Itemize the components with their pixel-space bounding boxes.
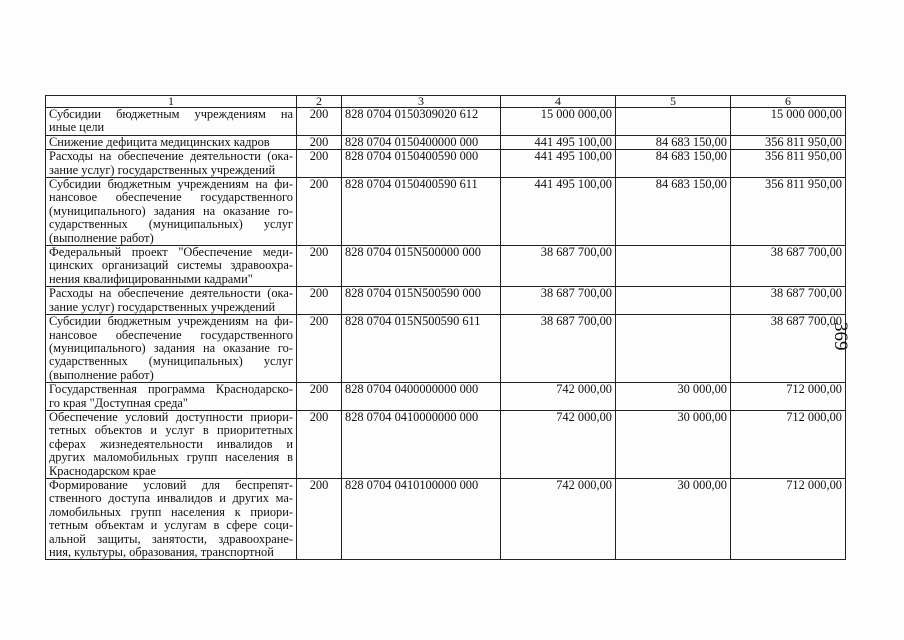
amount-col6: 712 000,00 <box>731 383 846 411</box>
classification-code: 828 0704 0410100000 000 <box>342 478 501 559</box>
item-name-line: сударственных (муниципальных) услуг <box>49 354 293 369</box>
amount-col6: 38 687 700,00 <box>731 246 846 287</box>
admin-code: 200 <box>297 410 342 478</box>
table-row <box>46 135 846 149</box>
amount-col6: 356 811 950,00 <box>731 150 846 178</box>
column-number: 1 <box>46 96 297 108</box>
item-name <box>46 315 297 383</box>
amount-col6: 38 687 700,00 <box>731 287 846 315</box>
table-row <box>46 478 846 559</box>
amount-col4: 38 687 700,00 <box>501 246 616 287</box>
item-name-line: тетных объектов и услуг в приоритетных <box>49 423 293 438</box>
item-name-line: Государственная программа Краснодарско- <box>49 382 293 397</box>
admin-code: 200 <box>297 315 342 383</box>
amount-col6: 38 687 700,00 <box>731 315 846 383</box>
item-name-line: Расходы на обеспечение деятельности (ока- <box>49 149 293 164</box>
amount-col5 <box>616 287 731 315</box>
table-row <box>46 287 846 315</box>
page-number: 369 <box>830 322 851 351</box>
item-name <box>46 410 297 478</box>
amount-col4: 441 495 100,00 <box>501 135 616 149</box>
admin-code: 200 <box>297 135 342 149</box>
item-name-line: Субсидии бюджетным учреждениям на <box>49 107 293 121</box>
item-name-line: нансовое обеспечение государственного <box>49 327 293 342</box>
amount-col4: 15 000 000,00 <box>501 108 616 136</box>
item-name-line: Субсидии бюджетным учреждениям на фи- <box>49 177 293 192</box>
item-name-line: нения квалифицированными кадрами" <box>49 271 253 286</box>
amount-col5 <box>616 108 731 136</box>
item-name-line: альной защиты, занятости, здравоохране- <box>49 531 293 546</box>
item-name-line: Субсидии бюджетным учреждениям на фи- <box>49 314 293 329</box>
amount-col5: 84 683 150,00 <box>616 135 731 149</box>
item-name-line: сударственных (муниципальных) услуг <box>49 217 293 232</box>
classification-code: 828 0704 0150400000 000 <box>342 135 501 149</box>
item-name-line: Обеспечение условий доступности приори- <box>49 409 293 424</box>
amount-col4: 742 000,00 <box>501 410 616 478</box>
item-name <box>46 150 297 178</box>
classification-code: 828 0704 015N500590 000 <box>342 287 501 315</box>
classification-code: 828 0704 0400000000 000 <box>342 383 501 411</box>
admin-code: 200 <box>297 287 342 315</box>
column-number: 4 <box>501 96 616 108</box>
classification-code: 828 0704 0410000000 000 <box>342 410 501 478</box>
column-number: 3 <box>342 96 501 108</box>
amount-col5: 30 000,00 <box>616 478 731 559</box>
table-row <box>46 410 846 478</box>
amount-col5: 84 683 150,00 <box>616 178 731 246</box>
classification-code: 828 0704 0150400590 611 <box>342 178 501 246</box>
amount-col4: 38 687 700,00 <box>501 287 616 315</box>
column-number: 2 <box>297 96 342 108</box>
item-name-line: зание услуг) государственных учреждений <box>49 299 276 314</box>
table-body <box>46 96 846 560</box>
item-name-line: ния, культуры, образования, транспортной <box>49 545 274 559</box>
item-name-line: других маломобильных групп населения в <box>49 450 293 465</box>
item-name-line: Федеральный проект "Обеспечение меди- <box>49 245 293 260</box>
item-name-line: сферах жизнедеятельности инвалидов и <box>49 436 293 451</box>
amount-col4: 742 000,00 <box>501 383 616 411</box>
amount-col5: 84 683 150,00 <box>616 150 731 178</box>
item-name-line: тетным объектам и услугам в сфере соци- <box>49 518 293 533</box>
admin-code: 200 <box>297 478 342 559</box>
item-name-line: го края "Доступная среда" <box>49 395 188 410</box>
budget-table <box>45 95 846 560</box>
table-row <box>46 108 846 136</box>
amount-col5: 30 000,00 <box>616 383 731 411</box>
column-number: 6 <box>731 96 846 108</box>
table-row <box>46 178 846 246</box>
column-number: 5 <box>616 96 731 108</box>
item-name-line: (выполнение работ) <box>49 230 154 245</box>
classification-code: 828 0704 0150400590 000 <box>342 150 501 178</box>
amount-col6: 712 000,00 <box>731 478 846 559</box>
item-name <box>46 178 297 246</box>
item-name-line: Расходы на обеспечение деятельности (ока- <box>49 286 293 301</box>
admin-code: 200 <box>297 178 342 246</box>
table-row <box>46 315 846 383</box>
item-name <box>46 135 297 149</box>
item-name-line: (муниципального) задания на оказание го- <box>49 340 293 355</box>
item-name <box>46 108 297 136</box>
classification-code: 828 0704 015N500590 611 <box>342 315 501 383</box>
item-name-line: иные цели <box>49 120 105 135</box>
amount-col5 <box>616 246 731 287</box>
item-name-line: (муниципального) задания на оказание го- <box>49 203 293 218</box>
table-row <box>46 150 846 178</box>
item-name-line: Краснодарском крае <box>49 463 156 478</box>
classification-code: 828 0704 015N500000 000 <box>342 246 501 287</box>
column-number-row <box>46 96 846 108</box>
admin-code: 200 <box>297 150 342 178</box>
classification-code: 828 0704 0150309020 612 <box>342 108 501 136</box>
item-name-line: ственного доступа инвалидов и других ма- <box>49 491 293 506</box>
amount-col5 <box>616 315 731 383</box>
item-name-line: Снижение дефицита медицинских кадров <box>49 134 270 149</box>
item-name-line: цинских организаций системы здравоохра- <box>49 258 293 273</box>
amount-col4: 38 687 700,00 <box>501 315 616 383</box>
amount-col6: 356 811 950,00 <box>731 135 846 149</box>
item-name <box>46 287 297 315</box>
amount-col6: 356 811 950,00 <box>731 178 846 246</box>
amount-col4: 441 495 100,00 <box>501 150 616 178</box>
admin-code: 200 <box>297 246 342 287</box>
item-name <box>46 383 297 411</box>
item-name-line: Формирование условий для беспрепят- <box>49 477 293 492</box>
admin-code: 200 <box>297 383 342 411</box>
amount-col5: 30 000,00 <box>616 410 731 478</box>
amount-col6: 15 000 000,00 <box>731 108 846 136</box>
item-name-line: зание услуг) государственных учреждений <box>49 162 276 177</box>
amount-col4: 742 000,00 <box>501 478 616 559</box>
table-row <box>46 246 846 287</box>
amount-col6: 712 000,00 <box>731 410 846 478</box>
admin-code: 200 <box>297 108 342 136</box>
item-name-line: ломобильных групп населения к приори- <box>49 504 293 519</box>
table-row <box>46 383 846 411</box>
item-name <box>46 246 297 287</box>
item-name <box>46 478 297 559</box>
amount-col4: 441 495 100,00 <box>501 178 616 246</box>
item-name-line: (выполнение работ) <box>49 367 154 382</box>
item-name-line: нансовое обеспечение государственного <box>49 190 293 205</box>
